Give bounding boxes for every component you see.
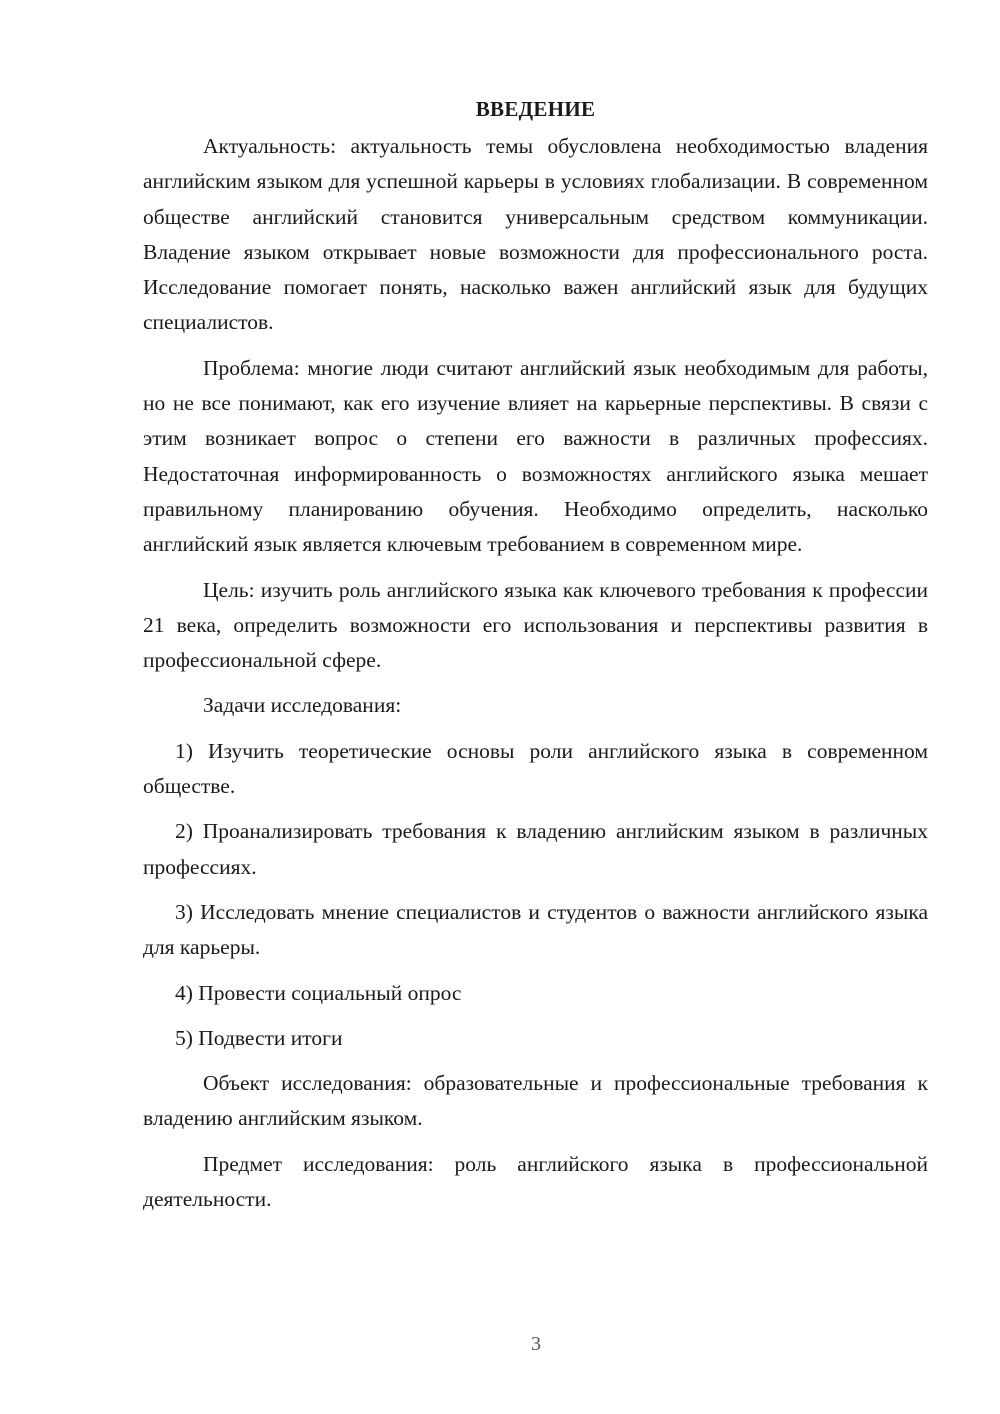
task-item-5: 5) Подвести итоги	[175, 1025, 343, 1050]
task-item-3: 3) Исследовать мнение специалистов и студентов о важности английского языка для карьеры.	[143, 899, 928, 960]
document-page	[143, 92, 928, 1227]
paragraph-object: Объект исследования: образовательные и профессиональные требования к владению английским языком.	[143, 1071, 928, 1131]
task-item-4: 4) Провести социальный опрос	[175, 980, 462, 1005]
page-number: 3	[531, 1333, 541, 1355]
task-item-2: 2) Проанализировать требования к владению английским языком в различных профессиях.	[143, 819, 928, 879]
paragraph-goal: Цель: изучить роль английского языка как ключевого требования к профессии 21 века, определить возможности его использования и перспективы развития в профессиональной сфере.	[143, 577, 928, 673]
tasks-heading: Задачи исследования:	[203, 693, 402, 718]
paragraph-problem: Проблема: многие люди считают английский язык необходимым для работы, но не все понимают, как его изучение влияет на карьерные перспективы. В связи с этим возникает вопрос о степени его важности в различных профессиях. Недостаточная информированность о возможностях английского языка мешает правильному планированию обучения. Необходимо определить, насколько английский язык является ключевым требованием в современном мире.	[143, 355, 928, 557]
paragraph-subject: Предмет исследования: роль английского языка в профессиональной деятельности.	[143, 1151, 928, 1212]
page-title: ВВЕДЕНИЕ	[475, 97, 596, 121]
task-item-1: 1) Изучить теоретические основы роли английского языка в современном обществе.	[143, 738, 928, 799]
paragraph-relevance: Актуальность: актуальность темы обусловлена необходимостью владения английским языком для успешной карьеры в условиях глобализации. В современном обществе английский становится универсальным средством коммуникации. Владение языком открывает новые возможности для профессионального роста. Исследование помогает понять, насколько важен английский язык для будущих специалистов.	[143, 134, 928, 335]
